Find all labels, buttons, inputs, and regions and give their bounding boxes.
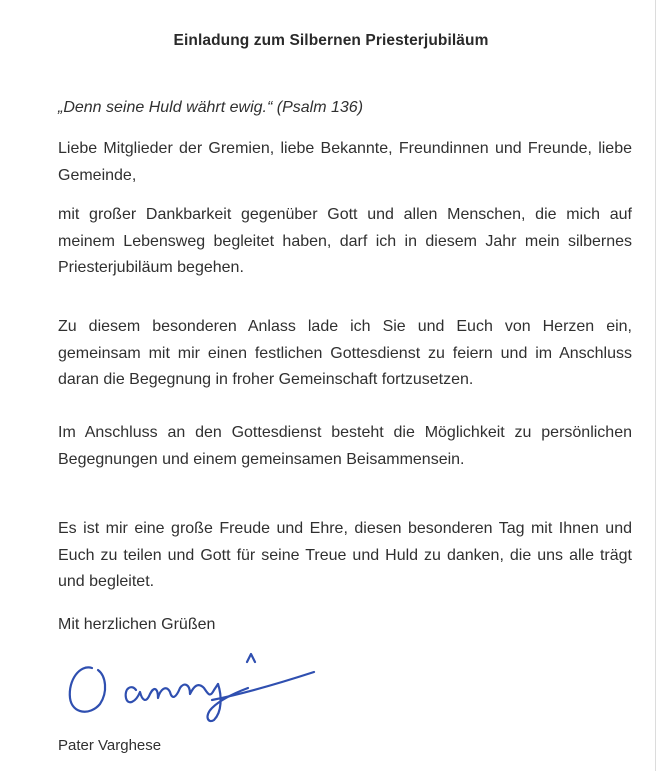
signer-name: Pater Varghese [58,737,162,754]
paragraph-invitation: Zu diesem besonderen Anlass lade ich Sie und Euch von Herzen ein, gemeinsam mit mir einen festlichen Gottesdienst zu feiern und im Anschluss daran die Begegnung in froher Gemeinschaft fortzusetzen. [58,318,632,388]
handwritten-signature [62,640,332,730]
paragraph-reception: Im Anschluss an den Gottesdienst besteht die Möglichkeit zu persönlichen Begegnungen und einem gemeinsamen Beisammensein. [58,424,632,468]
paragraph-thanks: Es ist mir eine große Freude und Ehre, diesen besonderen Tag mit Ihnen und Euch zu teilen und Gott für seine Treue und Huld zu danken, die uns alle trägt und begleitet. [58,520,632,590]
page-title: Einladung zum Silbernen Priesterjubiläum [173,32,489,49]
bible-quote: „Denn seine Huld währt ewig.“ (Psalm 136) [58,99,364,116]
salutation: Liebe Mitglieder der Gremien, liebe Bekannte, Freundinnen und Freunde, liebe Gemeinde, [58,140,632,184]
closing-phrase: Mit herzlichen Grüßen [58,616,216,633]
paragraph-gratitude: mit großer Dankbarkeit gegenüber Gott und allen Menschen, die mich auf meinem Lebensweg begleitet haben, darf ich in diesem Jahr mein silbernes Priesterjubiläum begehen. [58,206,632,276]
page-edge-line [655,0,656,771]
